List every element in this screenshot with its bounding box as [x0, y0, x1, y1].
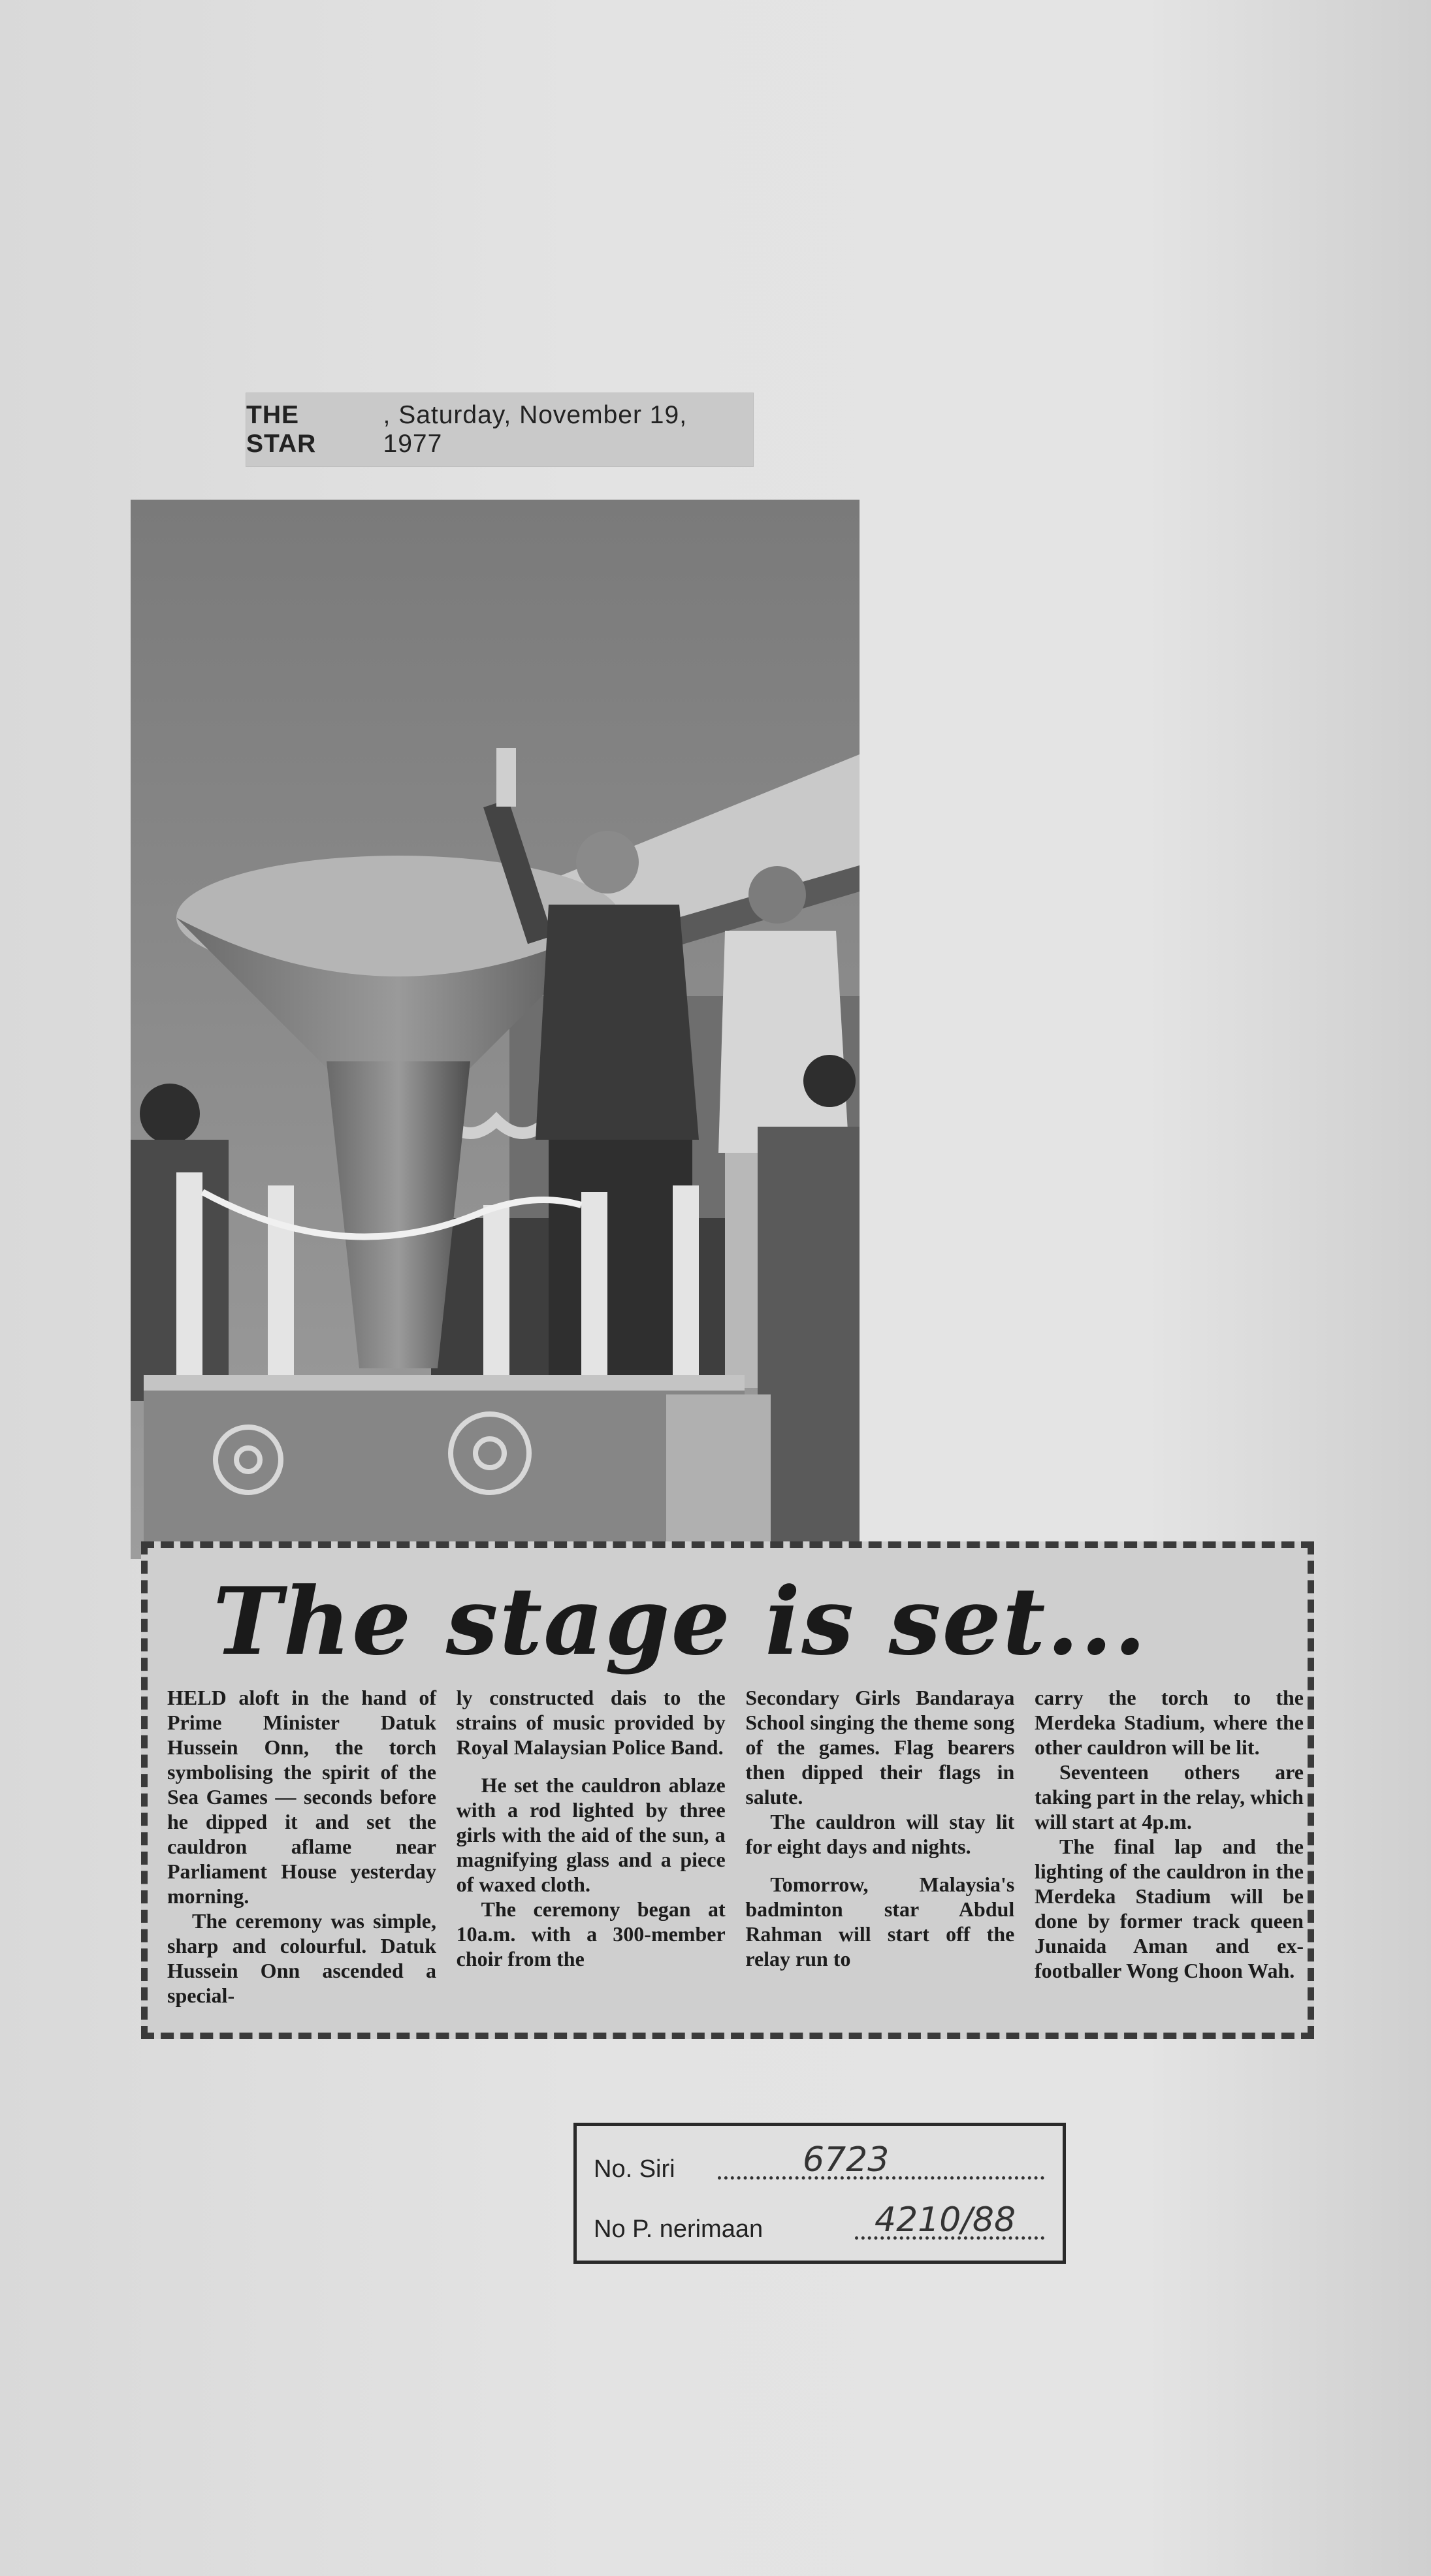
siri-label: No. Siri	[594, 2155, 675, 2183]
article-body	[167, 1685, 1304, 2031]
paragraph: ly constructed dais to the strains of music provided by Royal Malaysian Police Band.	[456, 1686, 726, 1759]
paragraph: HELD aloft in the hand of Prime Minister Datuk Hussein Onn, the torch symbolising the spirit of the Sea Games — seconds before he dipped it and set the cauldron aflame near Parliament House yesterday morning.	[167, 1686, 436, 1908]
siri-row	[594, 2140, 1051, 2190]
paragraph: carry the torch to the Merdeka Stadium, where the other cauldron will be lit.	[1034, 1686, 1304, 1759]
newspaper-masthead	[246, 393, 754, 467]
photo-illustration	[131, 500, 860, 1559]
penerimaan-row	[594, 2200, 1051, 2250]
paragraph: The ceremony began at 10a.m. with a 300-member choir from the	[456, 1897, 726, 1971]
paragraph: Seventeen others are taking part in the relay, which will start at 4p.m.	[1034, 1760, 1304, 1833]
news-article	[141, 1541, 1314, 2039]
newspaper-name: THE STAR	[246, 401, 317, 458]
headline: The stage is set...	[213, 1568, 1148, 1676]
article-column-2	[457, 1685, 726, 2031]
archive-stamp	[573, 2123, 1066, 2264]
paragraph: He set the cauldron ablaze with a rod lighted by three girls with the aid of the sun, a magnifying glass and a piece of waxed cloth.	[456, 1773, 726, 1896]
article-column-4	[1035, 1685, 1304, 2031]
article-column-3	[745, 1685, 1014, 2031]
publication-date: , Saturday, November 19, 1977	[383, 401, 688, 458]
penerimaan-label: No P. nerimaan	[594, 2215, 764, 2243]
news-photo	[131, 500, 860, 1559]
paragraph: The final lap and the lighting of the cauldron in the Merdeka Stadium will be done by former track queen Junaida Aman and ex-footballer Wong Choon Wah.	[1034, 1835, 1304, 1982]
article-column-1	[167, 1685, 436, 2031]
penerimaan-number: 4210/88	[875, 2200, 1016, 2240]
paragraph: Tomorrow, Malaysia's badminton star Abdul Rahman will start off the relay run to	[745, 1873, 1015, 1971]
paragraph: Secondary Girls Bandaraya School singing the theme song of the games. Flag bearers then dipped their flags in salute.	[745, 1686, 1015, 1809]
paragraph: The cauldron will stay lit for eight days and nights.	[745, 1810, 1015, 1858]
siri-number: 6723	[803, 2140, 890, 2180]
paragraph: The ceremony was simple, sharp and colourful. Datuk Hussein Onn ascended a special-	[167, 1909, 436, 2007]
